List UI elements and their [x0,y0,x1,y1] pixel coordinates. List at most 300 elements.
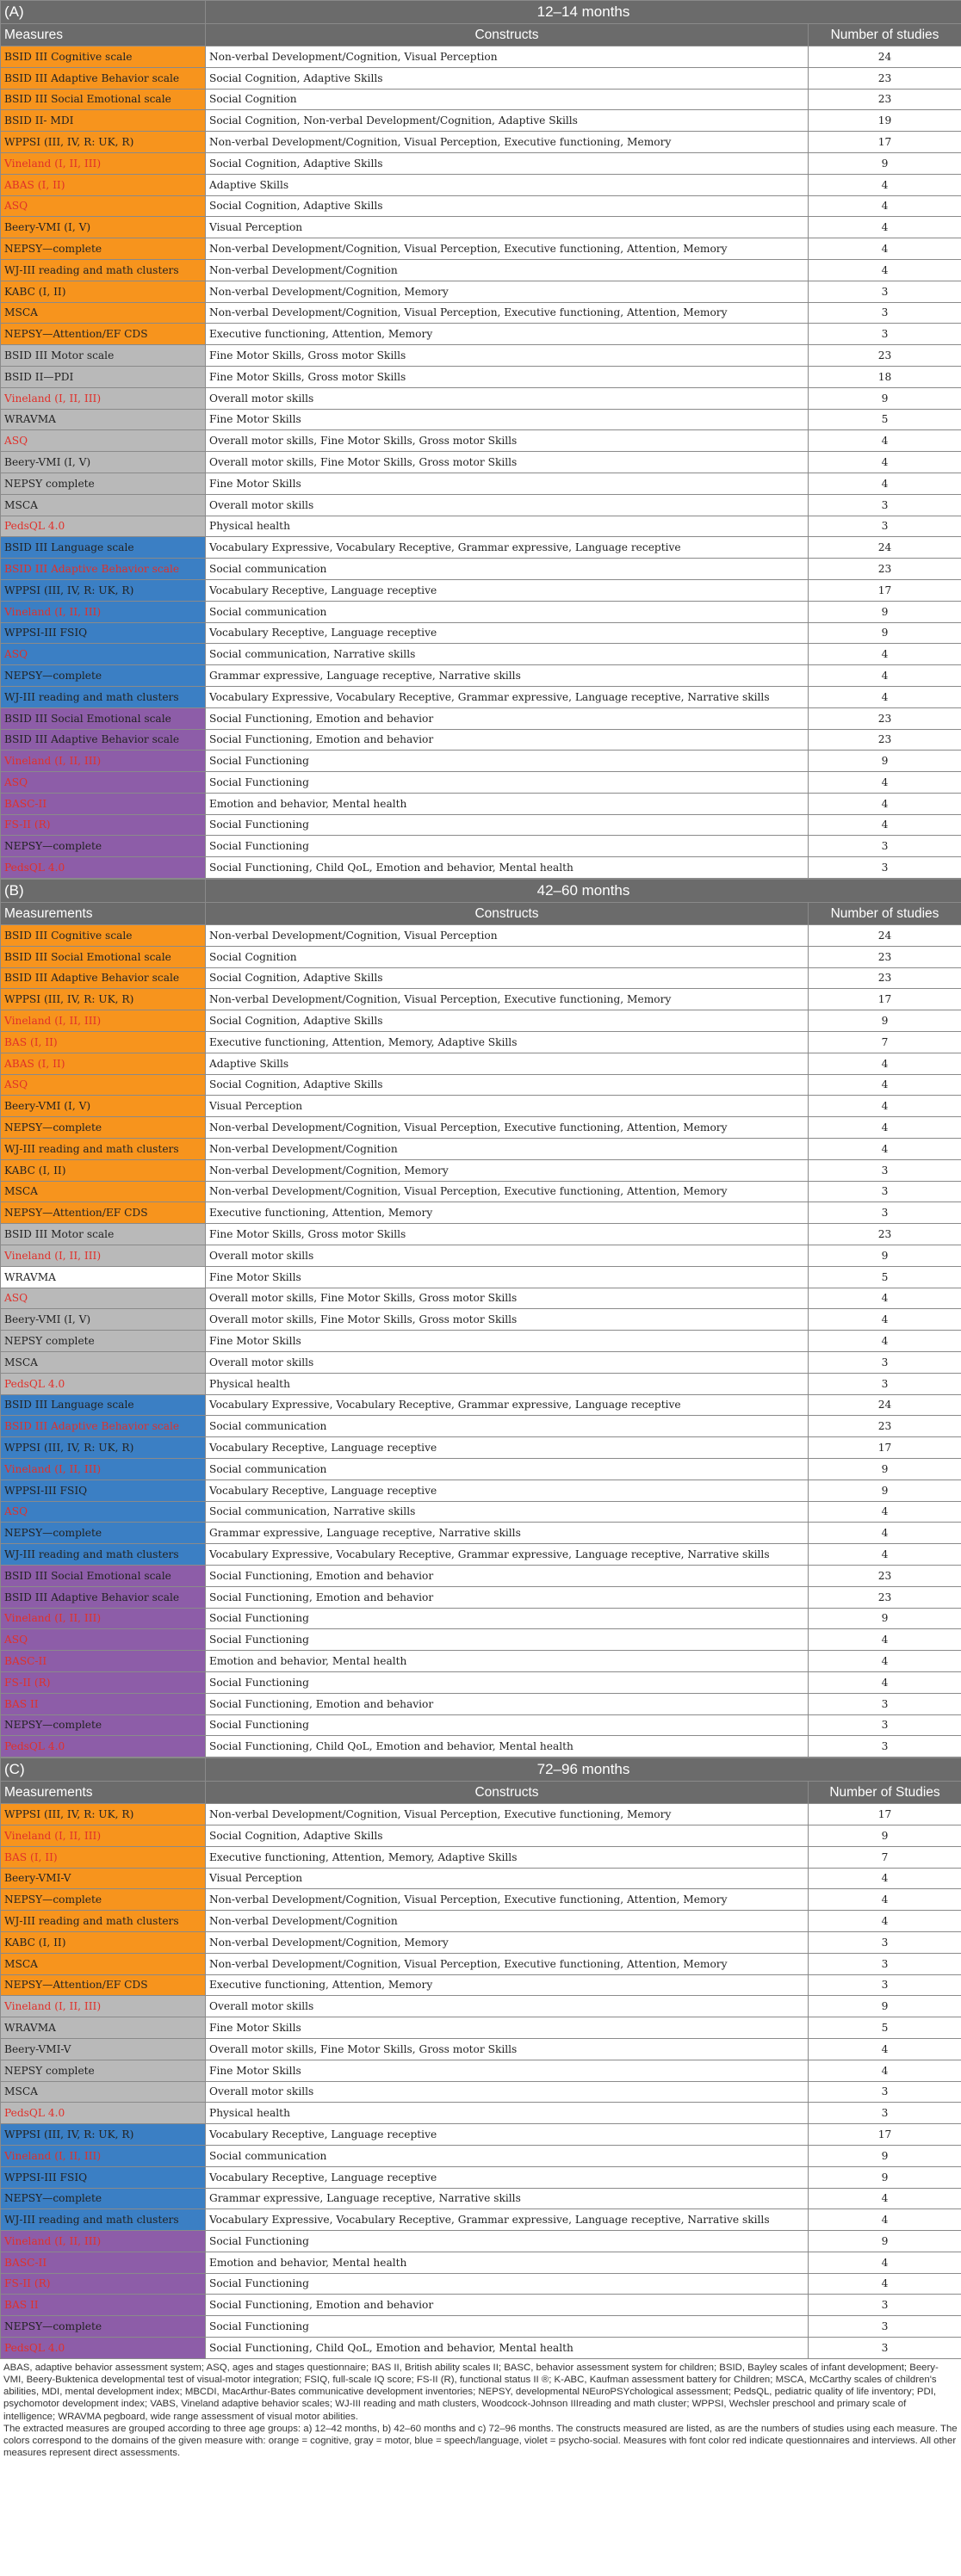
study-count-cell: 4 [809,259,961,281]
study-count-cell: 3 [809,1352,961,1374]
table-row [1,1523,961,1544]
table-row [1,1931,961,1953]
study-count-cell: 9 [809,1010,961,1032]
study-count-cell: 9 [809,1825,961,1846]
table-row [1,579,961,601]
constructs-cell: Social Functioning, Emotion and behavior [206,1586,809,1608]
study-count-cell: 23 [809,729,961,751]
table-row [1,1544,961,1566]
table-row [1,2017,961,2039]
constructs-cell: Vocabulary Receptive, Language receptive [206,2124,809,2146]
measure-cell: WPPSI-III FSIQ [1,622,206,644]
constructs-cell: Social Functioning, Emotion and behavior [206,729,809,751]
study-count-cell: 5 [809,409,961,430]
constructs-cell: Vocabulary Receptive, Language receptive [206,2166,809,2188]
section-table [0,0,961,879]
table-row [1,2338,961,2359]
constructs-cell: Fine Motor Skills, Gross motor Skills [206,345,809,367]
constructs-cell: Overall motor skills [206,1996,809,2017]
constructs-cell: Social Functioning, Child QoL, Emotion and behavior, Mental health [206,857,809,879]
constructs-cell: Social Functioning [206,2231,809,2252]
table-row [1,2295,961,2316]
constructs-cell: Non-verbal Development/Cognition, Memory [206,281,809,302]
constructs-cell: Social communication, Narrative skills [206,1501,809,1523]
section-label: (A) [1,1,206,24]
study-count-cell: 23 [809,946,961,967]
measure-cell: ASQ [1,1288,206,1309]
constructs-cell: Executive functioning, Attention, Memory [206,324,809,345]
table-row [1,925,961,947]
measure-cell: MSCA [1,1953,206,1974]
study-count-cell: 17 [809,989,961,1010]
study-count-cell: 4 [809,1331,961,1352]
study-count-cell: 9 [809,152,961,174]
study-count-cell: 4 [809,2188,961,2209]
study-count-cell: 23 [809,67,961,89]
table-row [1,946,961,967]
measures-header: Measurements [1,902,206,925]
studies-header: Number of studies [809,902,961,925]
measure-cell: BSID III Motor scale [1,1224,206,1245]
study-count-cell: 9 [809,2166,961,2188]
study-count-cell: 3 [809,2103,961,2124]
table-row [1,1736,961,1757]
measure-cell: BSID III Adaptive Behavior scale [1,559,206,580]
age-group-title: 42–60 months [206,880,961,903]
constructs-cell: Overall motor skills, Fine Motor Skills, Gross motor Skills [206,1288,809,1309]
measure-cell: PedsQL 4.0 [1,1373,206,1394]
constructs-cell: Non-verbal Development/Cognition [206,1911,809,1932]
study-count-cell: 4 [809,1523,961,1544]
study-count-cell: 4 [809,814,961,836]
constructs-cell: Vocabulary Receptive, Language receptive [206,622,809,644]
table-row [1,494,961,516]
measure-cell: WRAVMA [1,1266,206,1288]
measure-cell: ASQ [1,1629,206,1651]
table-row [1,1074,961,1096]
table-row [1,195,961,217]
measure-cell: WJ-III reading and math clusters [1,1139,206,1160]
study-count-cell: 9 [809,622,961,644]
measure-cell: ASQ [1,1074,206,1096]
table-row [1,1693,961,1714]
constructs-cell: Overall motor skills, Fine Motor Skills, Gross motor Skills [206,430,809,452]
constructs-cell: Social Functioning [206,836,809,857]
constructs-cell: Social Functioning [206,1671,809,1693]
table-row [1,644,961,665]
table-row [1,729,961,751]
constructs-cell: Emotion and behavior, Mental health [206,2252,809,2273]
study-count-cell: 9 [809,387,961,409]
study-count-cell: 4 [809,1053,961,1074]
table-row [1,2231,961,2252]
table-row [1,2081,961,2103]
table-row [1,1629,961,1651]
constructs-cell: Vocabulary Expressive, Vocabulary Receptive, Grammar expressive, Language receptive, Narrative skills [206,686,809,707]
constructs-cell: Social Functioning, Emotion and behavior [206,1565,809,1586]
constructs-cell: Non-verbal Development/Cognition, Visual Perception, Executive functioning, Memory [206,132,809,153]
measure-cell: BSID III Social Emotional scale [1,89,206,110]
measure-cell: BSID III Adaptive Behavior scale [1,1416,206,1437]
table-row [1,665,961,687]
measure-cell: BSID III Social Emotional scale [1,1565,206,1586]
table-row [1,967,961,989]
measure-cell: NEPSY—complete [1,2188,206,2209]
table-row [1,1373,961,1394]
table-row [1,622,961,644]
table-row [1,1671,961,1693]
constructs-cell: Social Functioning [206,1629,809,1651]
table-row [1,1245,961,1267]
measure-cell: WPPSI-III FSIQ [1,2166,206,2188]
constructs-cell: Grammar expressive, Language receptive, Narrative skills [206,1523,809,1544]
constructs-cell: Social Cognition, Adaptive Skills [206,195,809,217]
measure-cell: KABC (I, II) [1,281,206,302]
constructs-cell: Non-verbal Development/Cognition, Visual Perception, Executive functioning, Memory [206,1804,809,1825]
section-label: (B) [1,880,206,903]
table-row [1,1331,961,1352]
measure-cell: Vineland (I, II, III) [1,2145,206,2166]
table-row [1,2188,961,2209]
table-row [1,1804,961,1825]
table-row [1,1565,961,1586]
study-count-cell: 4 [809,1074,961,1096]
constructs-cell: Social Functioning [206,751,809,772]
studies-header: Number of Studies [809,1781,961,1804]
study-count-cell: 4 [809,1629,961,1651]
constructs-cell: Social Cognition, Adaptive Skills [206,152,809,174]
constructs-cell: Social Cognition, Adaptive Skills [206,1825,809,1846]
constructs-cell: Social Functioning [206,814,809,836]
measure-cell: Vineland (I, II, III) [1,1996,206,2017]
constructs-cell: Adaptive Skills [206,174,809,195]
study-count-cell: 4 [809,1117,961,1139]
constructs-cell: Social Cognition, Non-verbal Development/Cognition, Adaptive Skills [206,110,809,132]
measure-cell: WJ-III reading and math clusters [1,2209,206,2231]
table-row [1,217,961,238]
measure-cell: BAS (I, II) [1,1846,206,1868]
measure-cell: ASQ [1,1501,206,1523]
measure-cell: BSID III Adaptive Behavior scale [1,729,206,751]
constructs-cell: Executive functioning, Attention, Memory, Adaptive Skills [206,1032,809,1053]
measure-cell: Vineland (I, II, III) [1,1245,206,1267]
study-count-cell: 23 [809,967,961,989]
measure-cell: WJ-III reading and math clusters [1,1911,206,1932]
constructs-cell: Overall motor skills [206,387,809,409]
explanation-note: The extracted measures are grouped according to three age groups: a) 12–42 months, b) 42–60 months and c) 72–96 months. The constructs measured are listed, as are the numbers of studies using each measure. The colors correspond to the domains of the given measure with: orange = cognitive, gray = motor, blue = speech/language, violet = psycho-social. Measures with font color red indicate questionnaires and interviews. All other measures represent direct assessments. [3,2423,958,2459]
measure-cell: MSCA [1,2081,206,2103]
table-row [1,793,961,814]
table-row [1,1714,961,1736]
study-count-cell: 4 [809,1096,961,1117]
study-count-cell: 3 [809,281,961,302]
constructs-cell: Physical health [206,1373,809,1394]
constructs-cell: Visual Perception [206,1868,809,1889]
measure-cell: WPPSI (III, IV, R: UK, R) [1,989,206,1010]
measure-cell: NEPSY—complete [1,238,206,260]
study-count-cell: 4 [809,2252,961,2273]
measures-header: Measurements [1,1781,206,1804]
study-count-cell: 23 [809,1586,961,1608]
section-label: (C) [1,1758,206,1782]
measure-cell: Beery-VMI (I, V) [1,452,206,473]
constructs-cell: Non-verbal Development/Cognition, Visual Perception, Executive functioning, Attention, Memory [206,1181,809,1202]
study-count-cell: 3 [809,1953,961,1974]
constructs-cell: Social Cognition, Adaptive Skills [206,967,809,989]
study-count-cell: 3 [809,1693,961,1714]
measure-cell: BSID III Adaptive Behavior scale [1,1586,206,1608]
table-row [1,2124,961,2146]
measure-cell: KABC (I, II) [1,1159,206,1181]
table-row [1,174,961,195]
study-count-cell: 4 [809,1889,961,1911]
table-row [1,473,961,494]
study-count-cell: 19 [809,110,961,132]
constructs-cell: Emotion and behavior, Mental health [206,1651,809,1672]
constructs-cell: Social communication [206,2145,809,2166]
study-count-cell: 5 [809,2017,961,2039]
study-count-cell: 24 [809,1394,961,1416]
measure-cell: BSID III Social Emotional scale [1,707,206,729]
study-count-cell: 7 [809,1032,961,1053]
study-count-cell: 9 [809,1996,961,2017]
constructs-cell: Overall motor skills [206,494,809,516]
table-row [1,1288,961,1309]
study-count-cell: 4 [809,195,961,217]
section-title-row [1,880,961,903]
constructs-cell: Overall motor skills [206,1245,809,1267]
section-table [0,879,961,1757]
table-footnote [0,2359,961,2460]
measure-cell: MSCA [1,302,206,324]
study-count-cell: 3 [809,1159,961,1181]
constructs-cell: Non-verbal Development/Cognition, Memory [206,1931,809,1953]
constructs-cell: Executive functioning, Attention, Memory [206,1974,809,1996]
constructs-cell: Fine Motor Skills, Gross motor Skills [206,366,809,387]
measure-cell: WPPSI (III, IV, R: UK, R) [1,2124,206,2146]
table-row [1,1501,961,1523]
constructs-cell: Non-verbal Development/Cognition, Memory [206,1159,809,1181]
constructs-cell: Social Functioning, Child QoL, Emotion and behavior, Mental health [206,2338,809,2359]
study-count-cell: 9 [809,751,961,772]
measure-cell: ASQ [1,772,206,794]
measure-cell: BSID III Adaptive Behavior scale [1,967,206,989]
constructs-cell: Non-verbal Development/Cognition, Visual Perception [206,925,809,947]
study-count-cell: 23 [809,1416,961,1437]
measure-cell: WRAVMA [1,409,206,430]
measure-cell: Vineland (I, II, III) [1,1459,206,1480]
table-row [1,1053,961,1074]
measure-cell: WPPSI (III, IV, R: UK, R) [1,1804,206,1825]
measure-cell: Beery-VMI-V [1,1868,206,1889]
measure-cell: NEPSY—complete [1,1714,206,1736]
measure-cell: MSCA [1,1352,206,1374]
table-row [1,1889,961,1911]
study-count-cell: 17 [809,132,961,153]
study-count-cell: 4 [809,473,961,494]
measure-cell: Vineland (I, II, III) [1,2231,206,2252]
study-count-cell: 17 [809,2124,961,2146]
constructs-cell: Grammar expressive, Language receptive, Narrative skills [206,665,809,687]
study-count-cell: 23 [809,1224,961,1245]
study-count-cell: 4 [809,430,961,452]
table-row [1,857,961,879]
measure-cell: BSID III Social Emotional scale [1,946,206,967]
study-count-cell: 3 [809,516,961,537]
table-row [1,238,961,260]
table-row [1,836,961,857]
constructs-cell: Social Functioning, Emotion and behavior [206,707,809,729]
table-row [1,409,961,430]
study-count-cell: 4 [809,2273,961,2295]
study-count-cell: 3 [809,302,961,324]
study-count-cell: 4 [809,174,961,195]
table-row [1,2038,961,2060]
constructs-cell: Vocabulary Expressive, Vocabulary Receptive, Grammar expressive, Language receptive, Narrative skills [206,2209,809,2231]
constructs-cell: Social Functioning, Emotion and behavior [206,2295,809,2316]
constructs-cell: Vocabulary Receptive, Language receptive [206,1480,809,1501]
table-row [1,537,961,559]
constructs-cell: Social communication [206,601,809,622]
measure-cell: WJ-III reading and math clusters [1,686,206,707]
constructs-cell: Fine Motor Skills [206,473,809,494]
table-row [1,46,961,68]
study-count-cell: 4 [809,1501,961,1523]
measure-cell: Beery-VMI (I, V) [1,1096,206,1117]
study-count-cell: 23 [809,345,961,367]
measure-cell: Beery-VMI (I, V) [1,1309,206,1331]
study-count-cell: 23 [809,707,961,729]
measure-cell: PedsQL 4.0 [1,2338,206,2359]
table-row [1,324,961,345]
study-count-cell: 4 [809,2060,961,2081]
measure-cell: Vineland (I, II, III) [1,152,206,174]
study-count-cell: 7 [809,1846,961,1868]
table-row [1,989,961,1010]
constructs-header: Constructs [206,1781,809,1804]
study-count-cell: 24 [809,537,961,559]
table-row [1,1117,961,1139]
measure-cell: NEPSY—Attention/EF CDS [1,1202,206,1224]
measure-cell: ABAS (I, II) [1,174,206,195]
measure-cell: FS-II (R) [1,2273,206,2295]
measure-cell: Vineland (I, II, III) [1,1608,206,1629]
measure-cell: PedsQL 4.0 [1,516,206,537]
constructs-cell: Non-verbal Development/Cognition, Visual Perception, Executive functioning, Attention, Memory [206,238,809,260]
constructs-cell: Executive functioning, Attention, Memory [206,1202,809,1224]
measure-cell: Vineland (I, II, III) [1,751,206,772]
study-count-cell: 4 [809,1911,961,1932]
constructs-cell: Vocabulary Receptive, Language receptive [206,579,809,601]
study-count-cell: 4 [809,665,961,687]
column-header-row [1,23,961,46]
study-count-cell: 24 [809,46,961,68]
constructs-cell: Social Cognition, Adaptive Skills [206,1010,809,1032]
constructs-cell: Non-verbal Development/Cognition [206,1139,809,1160]
section-title-row [1,1758,961,1782]
section-title-row [1,1,961,24]
table-row [1,1159,961,1181]
table-row [1,2209,961,2231]
measure-cell: ABAS (I, II) [1,1053,206,1074]
measure-cell: WRAVMA [1,2017,206,2039]
table-row [1,387,961,409]
study-count-cell: 4 [809,2038,961,2060]
study-count-cell: 9 [809,1459,961,1480]
table-row [1,1437,961,1459]
table-row [1,1181,961,1202]
measure-cell: BSID III Adaptive Behavior scale [1,67,206,89]
table-row [1,1202,961,1224]
study-count-cell: 3 [809,2295,961,2316]
study-count-cell: 4 [809,1309,961,1331]
table-row [1,772,961,794]
table-row [1,1651,961,1672]
measure-cell: BSID II—PDI [1,366,206,387]
constructs-cell: Overall motor skills [206,1352,809,1374]
constructs-cell: Social communication, Narrative skills [206,644,809,665]
study-count-cell: 4 [809,452,961,473]
study-count-cell: 4 [809,644,961,665]
table-row [1,2273,961,2295]
constructs-header: Constructs [206,902,809,925]
study-count-cell: 9 [809,1245,961,1267]
measure-cell: PedsQL 4.0 [1,1736,206,1757]
study-count-cell: 4 [809,793,961,814]
age-group-title: 12–14 months [206,1,961,24]
table-row [1,1032,961,1053]
table-row [1,1953,961,1974]
study-count-cell: 17 [809,579,961,601]
table-row [1,2103,961,2124]
table-row [1,1974,961,1996]
table-row [1,366,961,387]
constructs-cell: Non-verbal Development/Cognition [206,259,809,281]
studies-header: Number of studies [809,23,961,46]
measure-cell: NEPSY complete [1,1331,206,1352]
constructs-cell: Overall motor skills [206,2081,809,2103]
measure-cell: WPPSI (III, IV, R: UK, R) [1,579,206,601]
constructs-cell: Social Functioning, Emotion and behavior [206,1693,809,1714]
measure-cell: BAS (I, II) [1,1032,206,1053]
measure-cell: Beery-VMI-V [1,2038,206,2060]
constructs-cell: Social communication [206,559,809,580]
constructs-cell: Social Functioning [206,772,809,794]
constructs-cell: Social Functioning [206,2273,809,2295]
measure-cell: BASC-II [1,2252,206,2273]
constructs-cell: Fine Motor Skills [206,2017,809,2039]
constructs-cell: Non-verbal Development/Cognition, Visual Perception, Executive functioning, Attention, Memory [206,1953,809,1974]
constructs-cell: Visual Perception [206,1096,809,1117]
table-row [1,1911,961,1932]
table-row [1,601,961,622]
study-count-cell: 23 [809,89,961,110]
table-row [1,452,961,473]
study-count-cell: 3 [809,857,961,879]
measure-cell: NEPSY—Attention/EF CDS [1,1974,206,1996]
measure-cell: NEPSY—complete [1,1523,206,1544]
constructs-cell: Emotion and behavior, Mental health [206,793,809,814]
section-table [0,1757,961,2359]
constructs-cell: Adaptive Skills [206,1053,809,1074]
constructs-cell: Vocabulary Expressive, Vocabulary Receptive, Grammar expressive, Language receptive [206,537,809,559]
constructs-cell: Social communication [206,1459,809,1480]
measure-cell: NEPSY complete [1,473,206,494]
measure-cell: Vineland (I, II, III) [1,1010,206,1032]
constructs-cell: Non-verbal Development/Cognition, Visual Perception, Executive functioning, Attention, Memory [206,1889,809,1911]
study-count-cell: 3 [809,1181,961,1202]
study-count-cell: 9 [809,1608,961,1629]
